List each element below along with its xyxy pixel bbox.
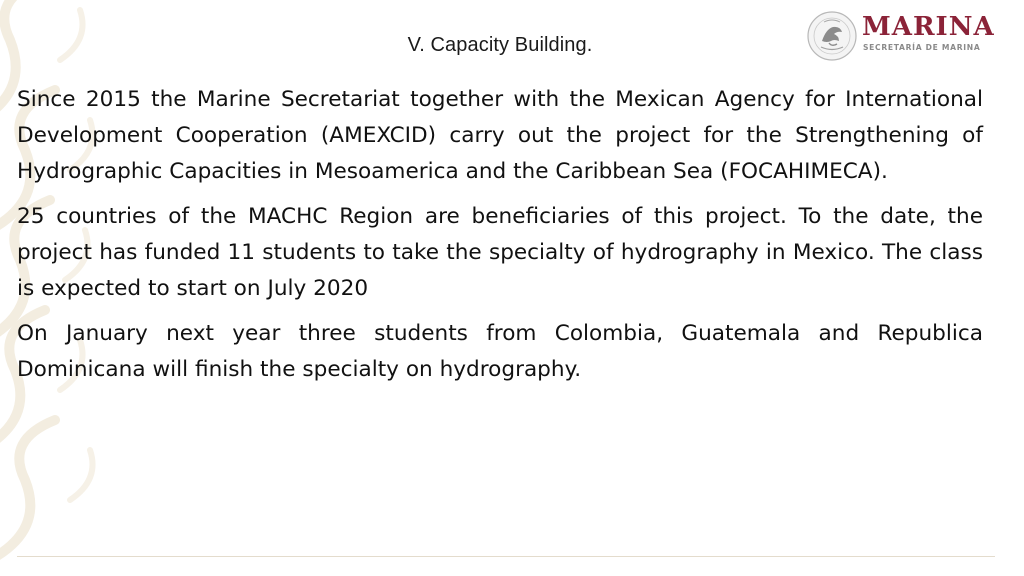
- marina-logo: [806, 10, 1012, 62]
- slide-body: [17, 82, 983, 397]
- paragraph-machc-beneficiaries: 25 countries of the MACHC Region are beneficiaries of this project. To the date, the project has funded 11 students to take the specialty of hydrography in Mexico. The class is expected to start on July 2020: [17, 204, 983, 301]
- slide-title: V. Capacity Building.: [407, 34, 593, 56]
- paragraph-focahimeca: Since 2015 the Marine Secretariat together with the Mexican Agency for International Development Cooperation (AMEXCID) carry out the project for the Strengthening of Hydrographic Capacities in Mesoamerica and the Caribbean Sea (FOCAHIMECA).: [17, 87, 983, 184]
- coat-of-arms-icon: [806, 10, 858, 62]
- logo-wordmark: MARINA: [862, 12, 995, 42]
- logo-subtitle: SECRETARÍA DE MARINA: [863, 43, 981, 52]
- paragraph-graduating-students: On January next year three students from Colombia, Guatemala and Republica Dominicana will finish the specialty on hydrography.: [17, 321, 983, 382]
- footer-divider: [17, 556, 995, 557]
